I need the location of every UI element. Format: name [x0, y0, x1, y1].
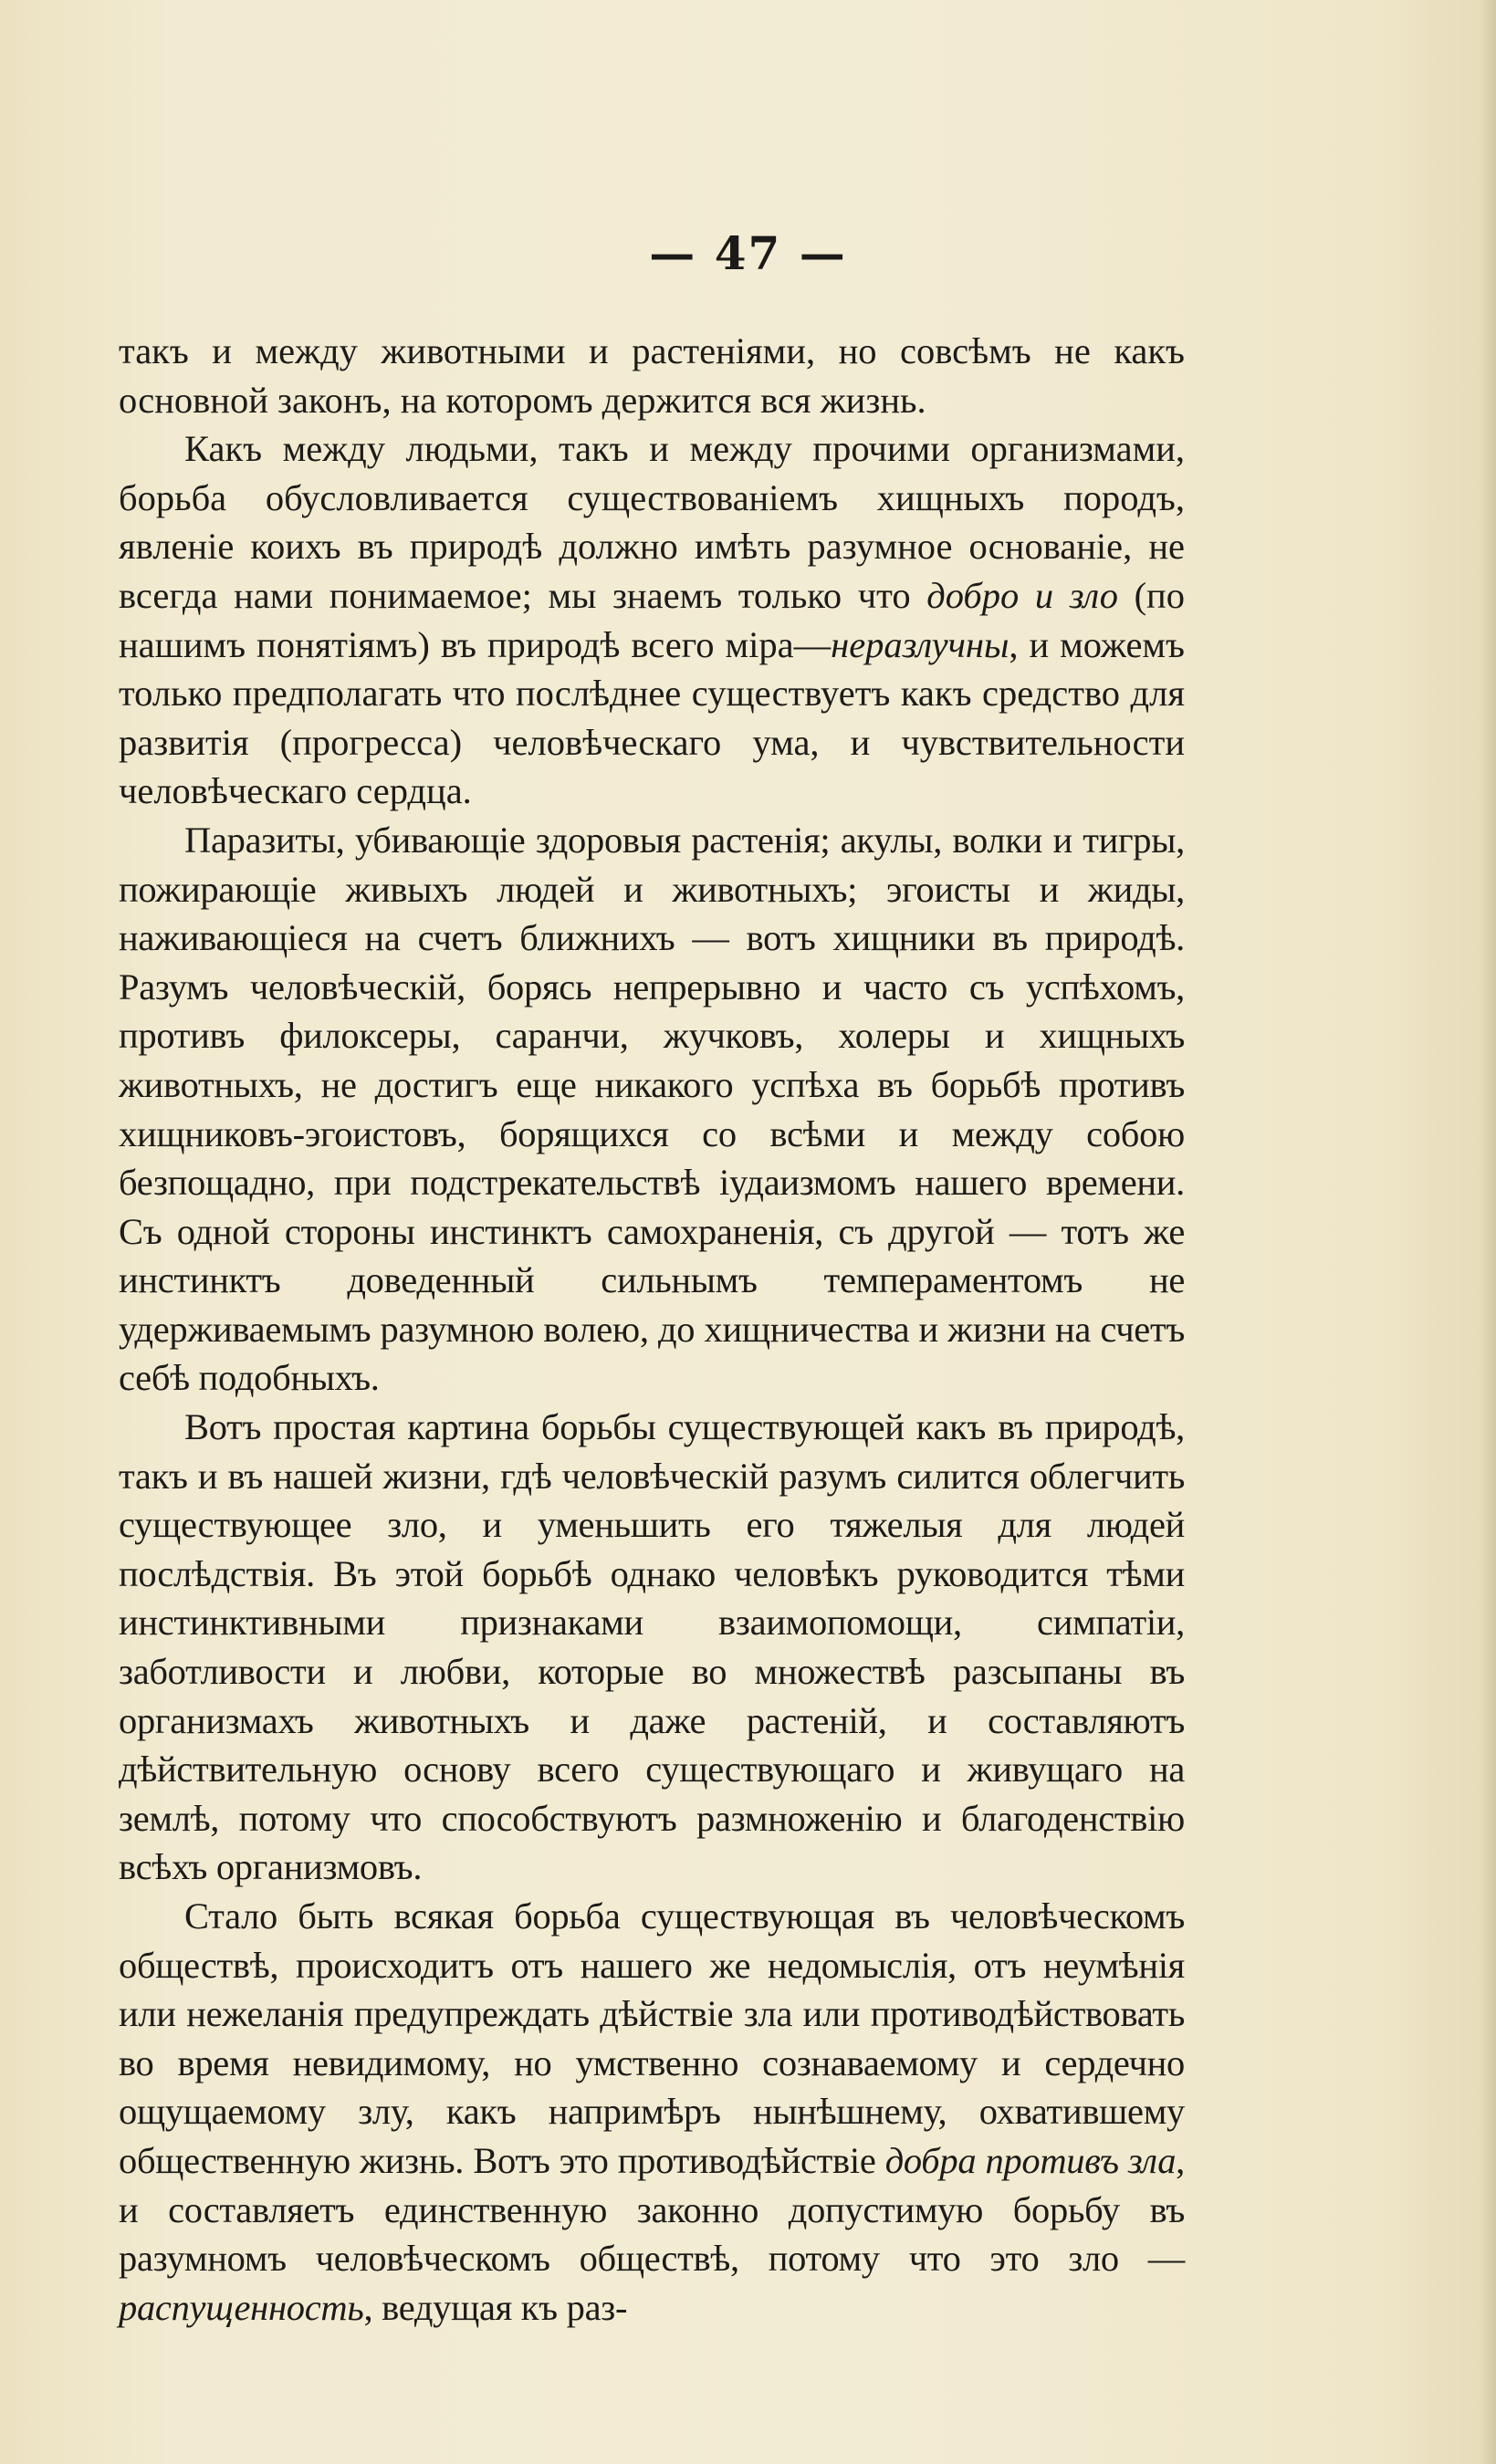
paragraph-1-text: такъ и между животными и растеніями, но совсѣмъ не какъ основной законъ, на которомъ держится вся жизнь.: [119, 330, 1185, 421]
paragraph-4-text: Вотъ простая картина борьбы существующей какъ въ природѣ, такъ и въ нашей жизни, гдѣ человѣческій разумъ силится облегчить существующее зло, и уменьшить его тяжелыя для людей послѣдствія. Въ этой борьбѣ однако человѣкъ руководится тѣми инстинктивными признаками взаимопомощи, симпатіи, заботливости и любви, которые во множествѣ разсыпаны въ организмахъ животныхъ и даже растеній, и составляютъ дѣйствительную основу всего существующаго и живущаго на землѣ, потому что способствуютъ размноженію и благоденствію всѣхъ организмовъ.: [119, 1406, 1185, 1888]
page-number: — 47 —: [649, 226, 847, 280]
paragraph-5-text-a: Стало быть всякая борьба существующая въ человѣческомъ обществѣ, происходитъ отъ нашего же недомыслія, отъ неумѣнія или нежеланія предупреждать дѣйствіе зла или противодѣйствовать во время невидимому, но умственно сознаваемому и сердечно ощущаемому злу, какъ напримѣръ нынѣшнему, охватившему общественную жизнь. Вотъ это противодѣйствіе: [119, 1895, 1185, 2181]
paragraph-3: [119, 816, 1185, 1403]
paragraph-3-text: Паразиты, убивающіе здоровыя растенія; акулы, волки и тигры, пожирающіе живыхъ людей и животныхъ; эгоисты и жиды, наживающіеся на счетъ ближнихъ — вотъ хищники въ природѣ. Разумъ человѣческій, борясь непрерывно и часто съ успѣхомъ, противъ филоксеры, саранчи, жучковъ, холеры и хищныхъ животныхъ, не достигъ еще никакого успѣха въ борьбѣ противъ хищниковъ-эгоистовъ, борящихся со всѣми и между собою безпощадно, при подстрекательствѣ іудаизмомъ нашего времени. Съ одной стороны инстинктъ самохраненія, съ другой — тотъ же инстинктъ доведенный сильнымъ темпераментомъ не удерживаемымъ разумною волею, до хищничества и жизни на счетъ себѣ подобныхъ.: [119, 819, 1185, 1399]
paragraph-1: [119, 327, 1185, 424]
paragraph-2-text-c: , и можемъ только предполагать что послѣднее существуетъ какъ средство для развитія (прогресса) человѣческаго ума, и чувствительности человѣческаго сердца.: [119, 623, 1185, 812]
paragraph-2-text-b: (по нашимъ понятіямъ) въ природѣ всего міра—: [119, 574, 1185, 665]
paragraph-5-italic-dobra-protiv-zla: добра противъ зла: [884, 2139, 1177, 2181]
paragraph-5-italic-raspushchennost: распущенность: [119, 2286, 364, 2328]
paragraph-2-text-a: Какъ между людьми, такъ и между прочими организмами, борьба обусловливается существованіемъ хищныхъ породъ, явленіе коихъ въ природѣ должно имѣть разумное основаніе, не всегда нами понимаемое; мы знаемъ только что: [119, 428, 1185, 616]
paragraph-2-italic-nerazluchny: неразлучны: [831, 623, 1010, 665]
paragraph-2-italic-dobro-i-zlo: добро и зло: [926, 574, 1118, 616]
paragraph-4: [119, 1403, 1185, 1892]
paragraph-5-text-b: , и составляетъ единственную законно допустимую борьбу въ разумномъ человѣческомъ обществѣ, потому что это зло —: [119, 2139, 1185, 2280]
page-edge-shadow: [1480, 0, 1496, 2464]
paragraph-5-text-c: , ведущая къ раз-: [363, 2286, 628, 2328]
body-text: [119, 327, 1185, 2332]
paragraph-2: [119, 424, 1185, 816]
paragraph-5: [119, 1892, 1185, 2332]
